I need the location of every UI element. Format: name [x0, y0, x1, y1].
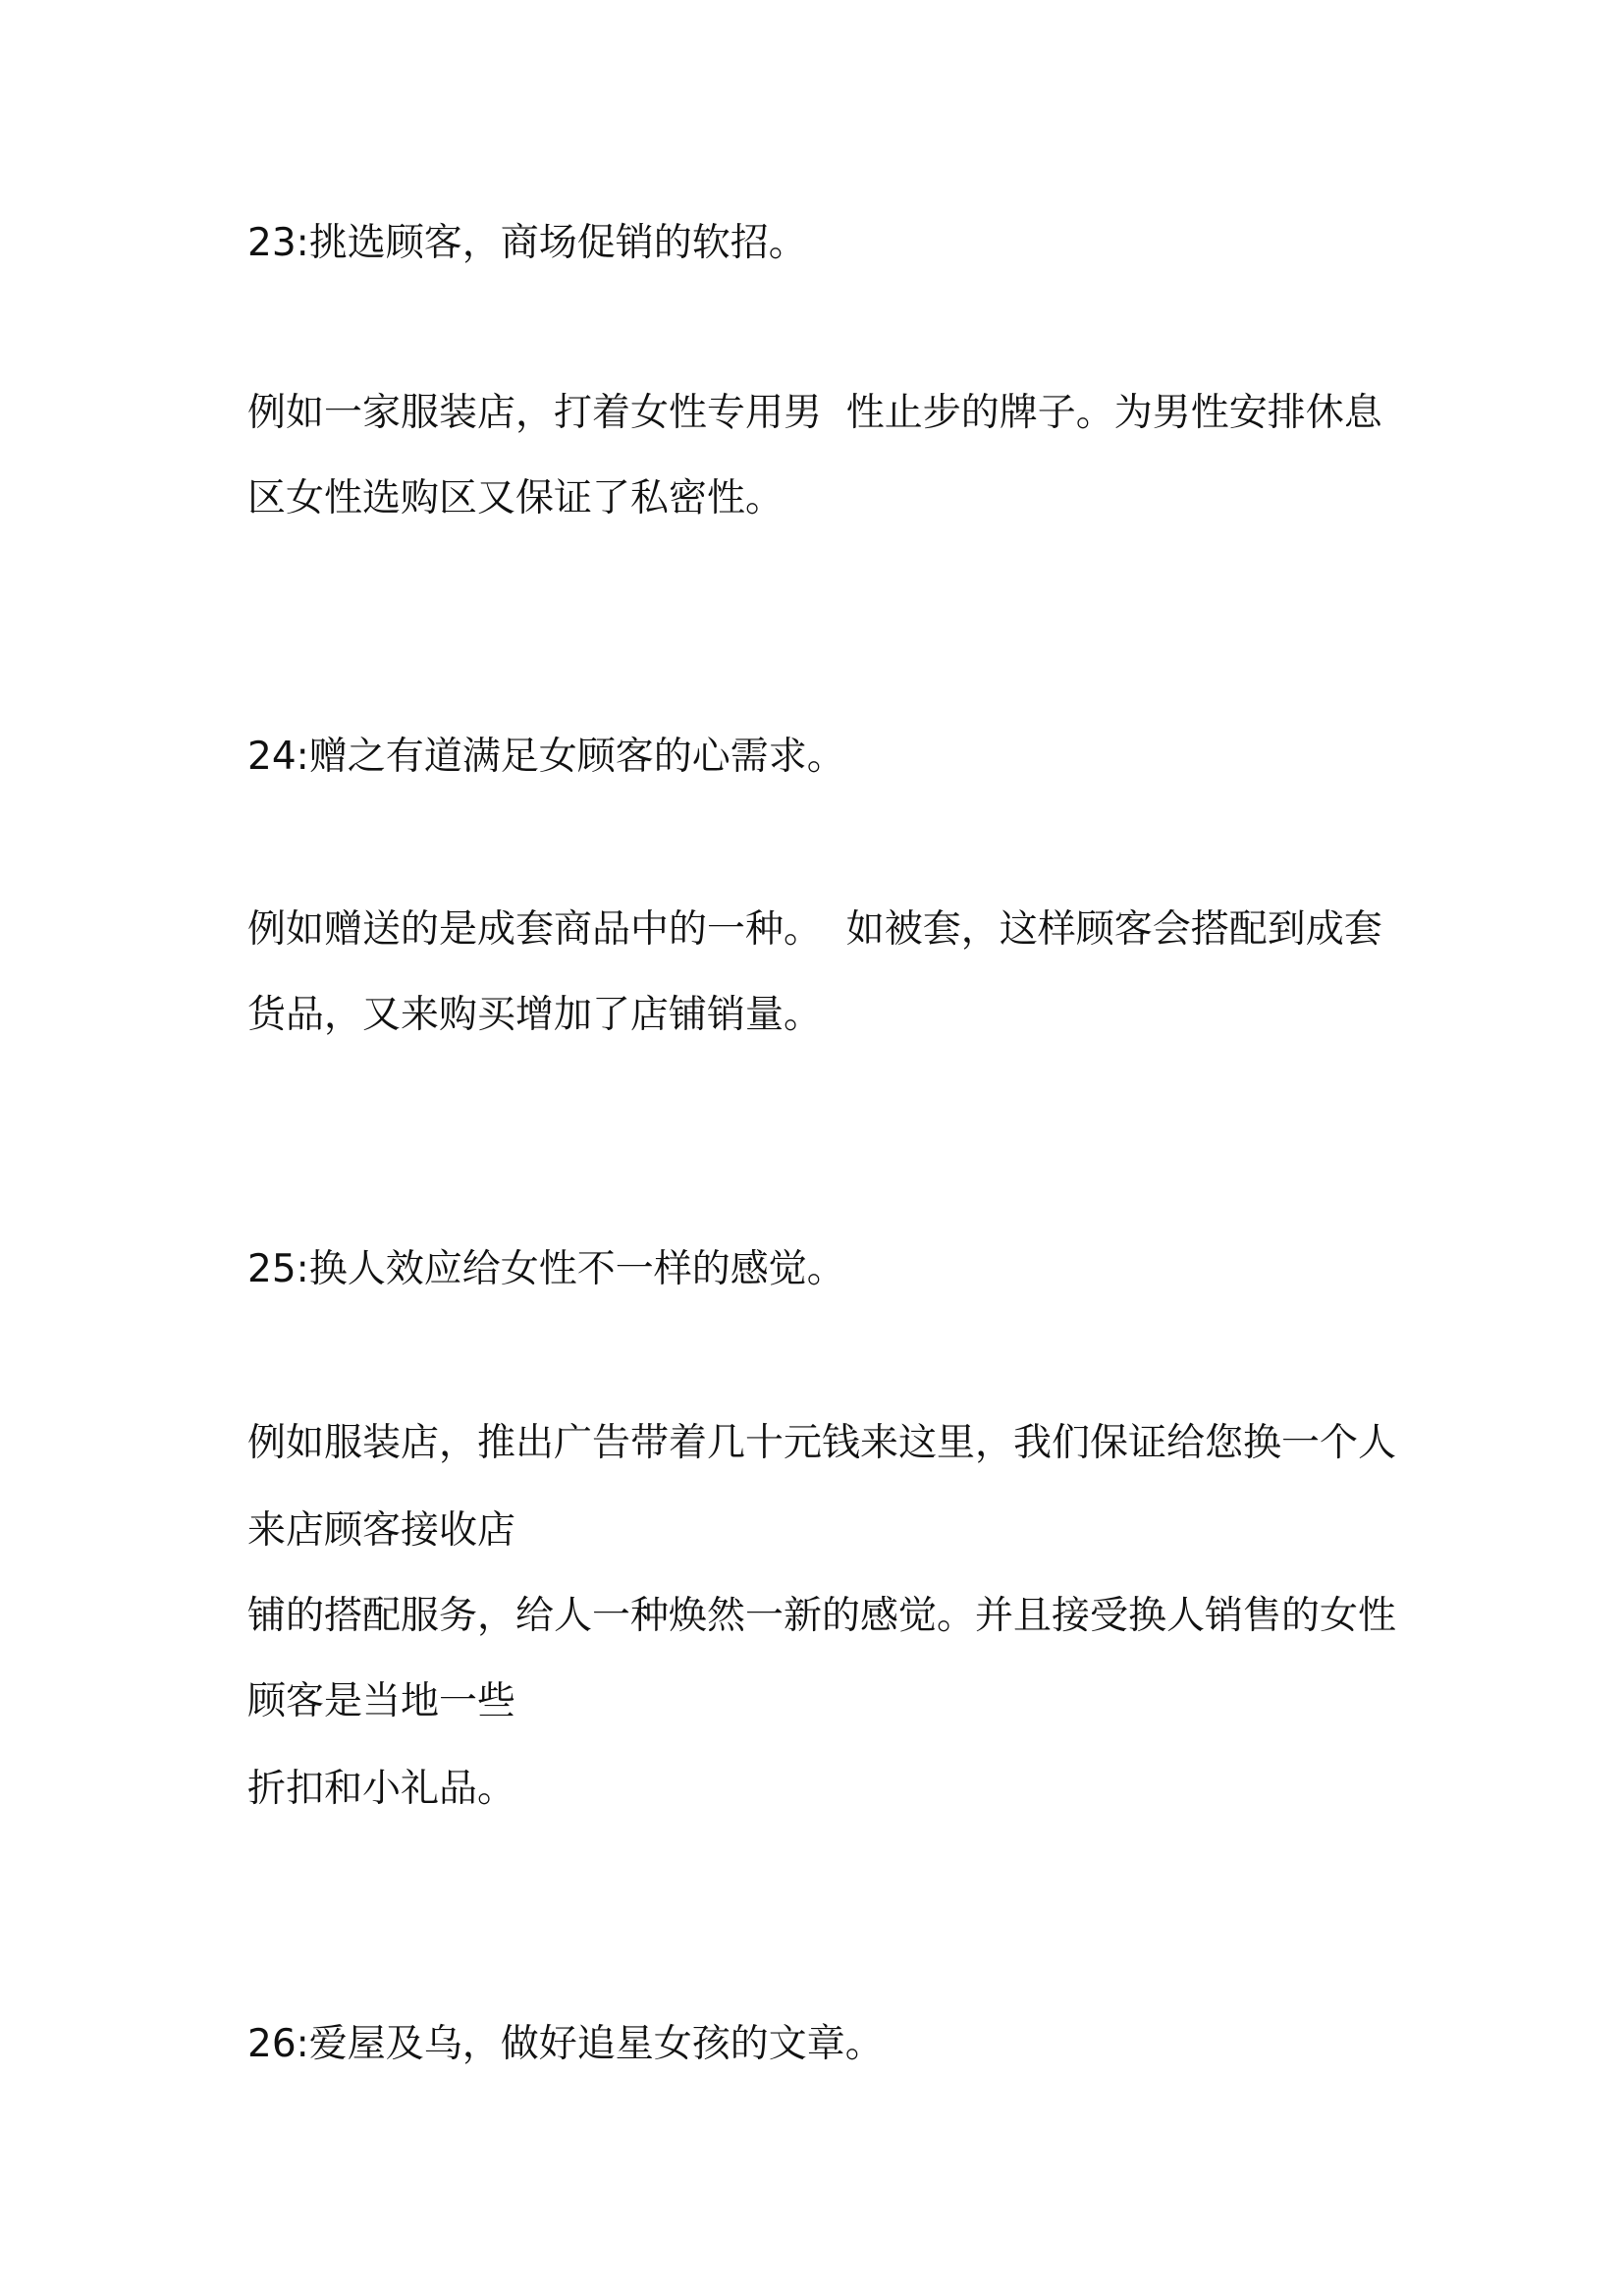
section-heading-23: 23:挑选顾客，商场促销的软招。	[247, 221, 807, 265]
paragraph-line: 例如赠送的是成套商品中的一种。 如被套，这样顾客会搭配到成套	[247, 907, 1382, 952]
paragraph-line: 例如服装店，推出广告带着几十元钱来这里，我们保证给您换一个人	[247, 1421, 1397, 1465]
paragraph-line: 铺的搭配服务，给人一种焕然一新的感觉。并且接受换人销售的女性	[247, 1594, 1397, 1638]
paragraph-line: 货品，又来购买增加了店铺销量。	[247, 993, 823, 1037]
paragraph-line: 例如一家服装店，打着女性专用男 性止步的牌子。为男性安排休息	[247, 391, 1382, 435]
paragraph-line: 顾客是当地一些	[247, 1679, 516, 1723]
section-heading-25: 25:换人效应给女性不一样的感觉。	[247, 1247, 845, 1291]
section-heading-26: 26:爱屋及乌，做好追星女孩的文章。	[247, 2022, 884, 2066]
section-heading-24: 24:赠之有道满足女顾客的心需求。	[247, 735, 845, 779]
paragraph-line: 折扣和小礼品。	[247, 1767, 516, 1811]
paragraph-line: 区女性选购区又保证了私密性。	[247, 476, 784, 520]
paragraph-line: 来店顾客接收店	[247, 1508, 516, 1553]
